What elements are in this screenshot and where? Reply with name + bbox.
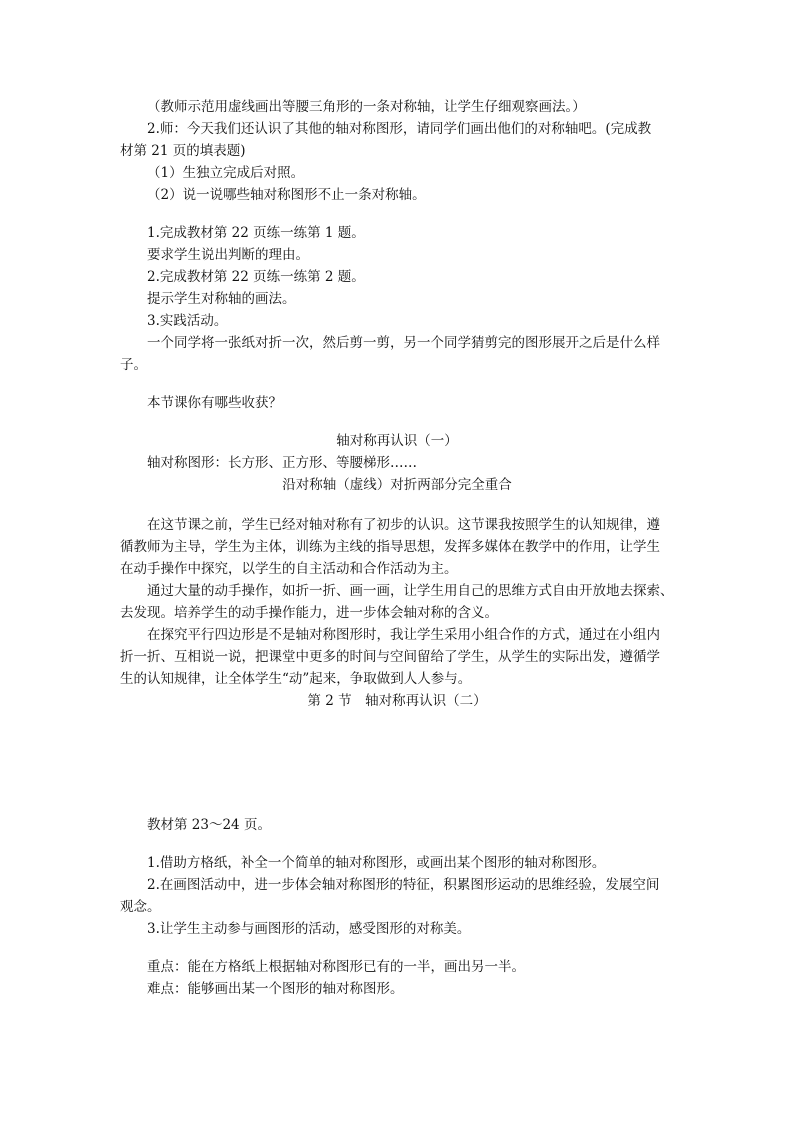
text-line: 3.实践活动。 bbox=[147, 313, 228, 329]
text-line: 2.在画图活动中，进一步体会轴对称图形的特征，积累图形运动的思维经验，发展空间 bbox=[147, 877, 660, 893]
section-heading: 第 2 节 轴对称再认识（二） bbox=[307, 693, 487, 709]
text-line: 在探究平行四边形是不是轴对称图形时，我让学生采用小组合作的方式，通过在小组内 bbox=[147, 627, 660, 643]
text-line: 循教师为主导，学生为主体，训练为主线的指导思想，发挥多媒体在教学中的作用，让学生 bbox=[120, 539, 660, 555]
text-line: 沿对称轴（虚线）对折两部分完全重合 bbox=[282, 477, 512, 493]
text-line: 重点：能在方格纸上根据轴对称图形已有的一半，画出另一半。 bbox=[147, 959, 525, 975]
text-line: 子。 bbox=[120, 357, 147, 373]
text-line: 在这节课之前，学生已经对轴对称有了初步的认识。这节课我按照学生的认知规律，遵 bbox=[147, 517, 660, 533]
text-line: （2）说一说哪些轴对称图形不止一条对称轴。 bbox=[147, 187, 426, 203]
text-line: （1）生独立完成后对照。 bbox=[147, 165, 305, 181]
text-line: 生的认知规律，让全体学生“动”起来，争取做到人人参与。 bbox=[120, 671, 472, 687]
text-line: 提示学生对称轴的画法。 bbox=[147, 291, 296, 307]
text-line: 教材第 23～24 页。 bbox=[147, 817, 271, 833]
text-line: 1.借助方格纸，补全一个简单的轴对称图形，或画出某个图形的轴对称图形。 bbox=[147, 855, 606, 871]
text-line: 观念。 bbox=[120, 899, 161, 915]
text-line: 难点：能够画出某一个图形的轴对称图形。 bbox=[147, 981, 404, 997]
text-line: 在动手操作中探究，以学生的自主活动和合作活动为主。 bbox=[120, 561, 458, 577]
section-heading: 轴对称再认识（一） bbox=[336, 433, 458, 449]
text-line: 轴对称图形：长方形、正方形、等腰梯形…… bbox=[147, 455, 417, 471]
text-line: 2.师：今天我们还认识了其他的轴对称图形，请同学们画出他们的对称轴吧。(完成教 bbox=[147, 121, 652, 137]
text-line: 3.让学生主动参与画图形的活动，感受图形的对称美。 bbox=[147, 921, 471, 937]
text-line: 去发现。培养学生的动手操作能力，进一步体会轴对称的含义。 bbox=[120, 605, 498, 621]
text-line: 要求学生说出判断的理由。 bbox=[147, 247, 309, 263]
text-line: （教师示范用虚线画出等腰三角形的一条对称轴，让学生仔细观察画法。） bbox=[147, 99, 586, 115]
text-line: 折一折、互相说一说，把课堂中更多的时间与空间留给了学生，从学生的实际出发，遵循学 bbox=[120, 649, 660, 665]
text-line: 1.完成教材第 22 页练一练第 1 题。 bbox=[147, 225, 365, 241]
text-line: 通过大量的动手操作，如折一折、画一画，让学生用自己的思维方式自由开放地去探索、 bbox=[147, 583, 674, 599]
text-line: 本节课你有哪些收获？ bbox=[147, 395, 282, 411]
text-line: 一个同学将一张纸对折一次，然后剪一剪，另一个同学猜剪完的图形展开之后是什么样 bbox=[147, 335, 660, 351]
text-line: 材第 21 页的填表题) bbox=[120, 143, 246, 159]
text-line: 2.完成教材第 22 页练一练第 2 题。 bbox=[147, 269, 365, 285]
